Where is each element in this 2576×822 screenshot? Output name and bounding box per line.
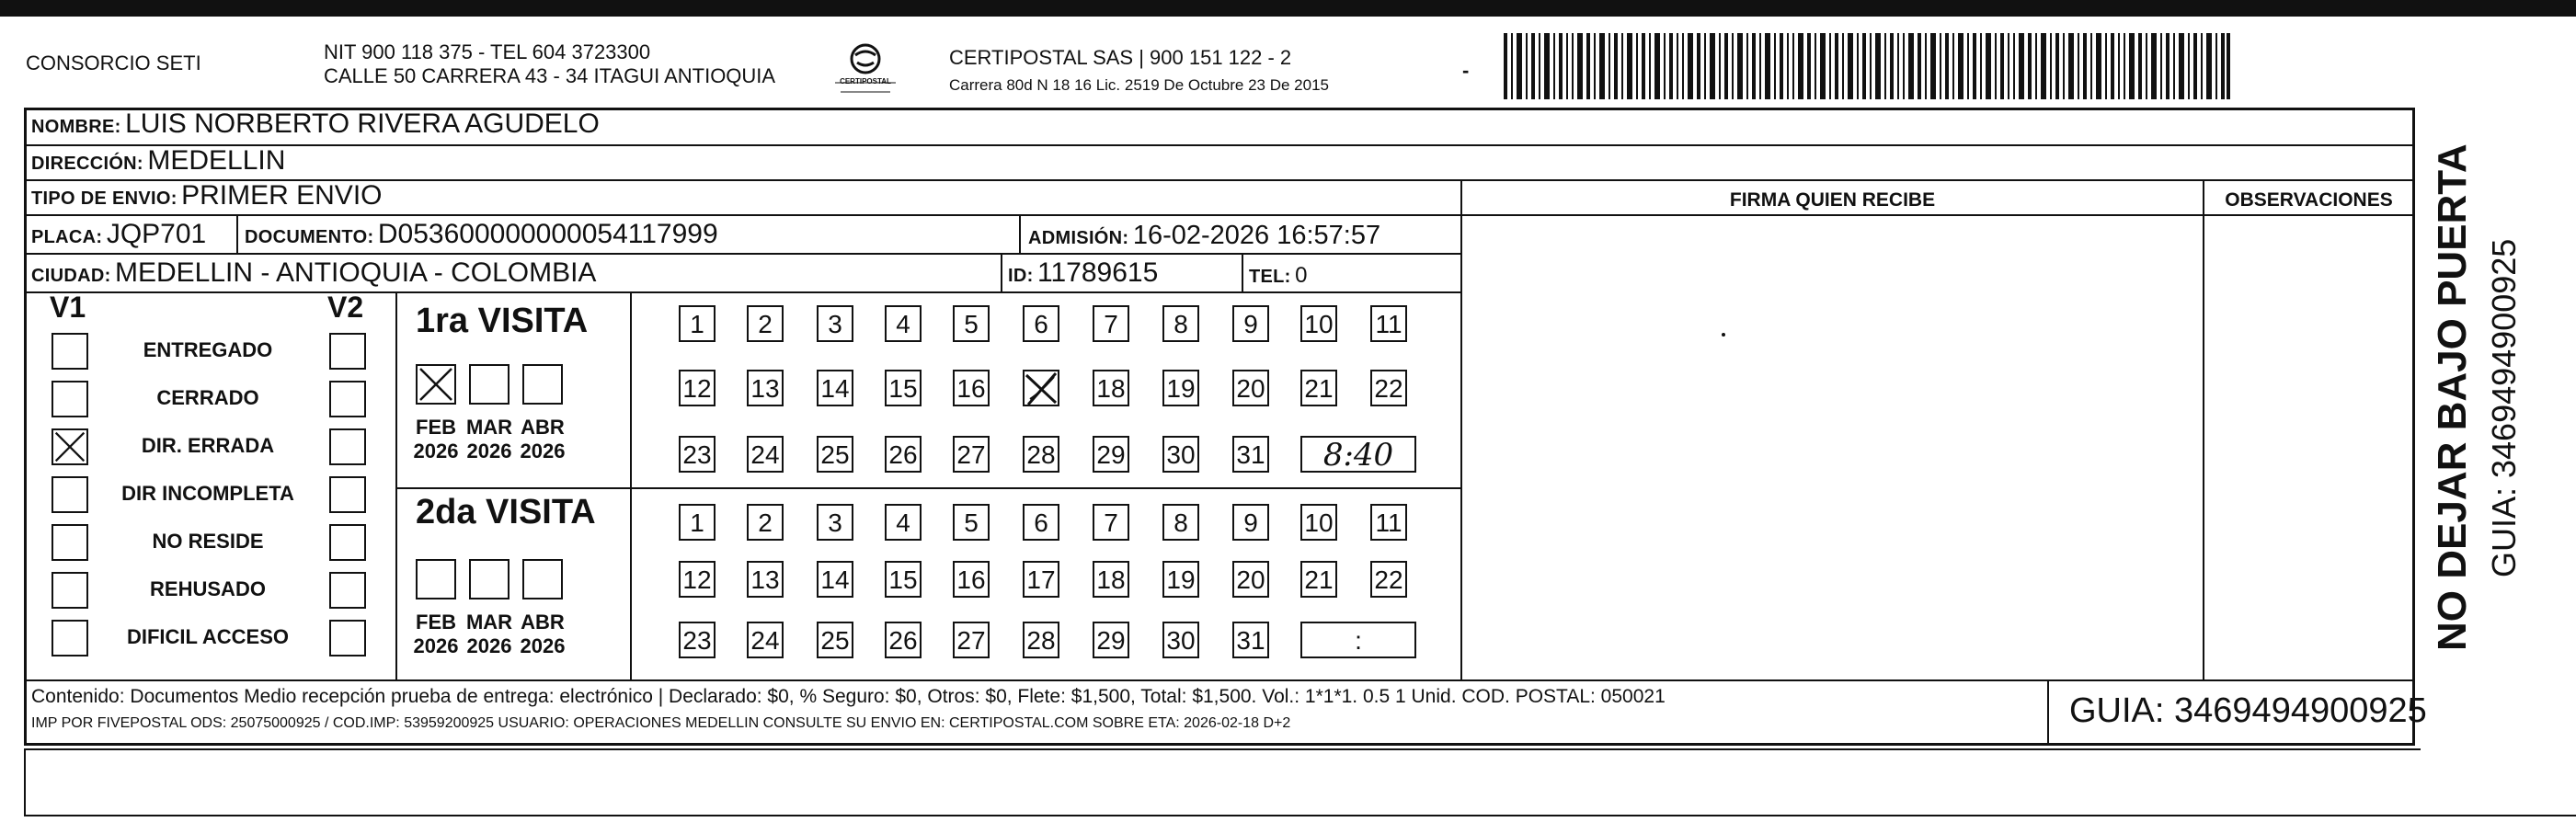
- month-year: 2026: [466, 440, 512, 462]
- side-warning: NO DEJAR BAJO PUERTA: [2430, 143, 2475, 651]
- row-sep-1: [26, 144, 2413, 146]
- day-box[interactable]: 19: [1162, 561, 1199, 598]
- header-dash: -: [1462, 59, 1470, 82]
- day-box[interactable]: 8: [1162, 504, 1199, 541]
- month-name: ABR: [521, 416, 565, 439]
- month-checkbox[interactable]: [522, 364, 563, 405]
- license-line: Carrera 80d N 18 16 Lic. 2519 De Octubre 23 De 2015: [949, 76, 1329, 94]
- status-v2-checkbox[interactable]: [329, 381, 366, 417]
- admision-cell: [1028, 221, 1380, 251]
- direccion-label: DIRECCIÓN:: [31, 154, 143, 174]
- sep-months-days: [630, 291, 632, 679]
- footer-line2: IMP POR FIVEPOSTAL ODS: 25075000925 / COD.IMP: 53959200925 USUARIO: OPERACIONES MEDELLIN CONSULTE SU ENVIO EN: CERTIPOSTAL.COM SOBRE ETA: 2026-02-18 D+2: [31, 715, 1291, 731]
- direccion-value: MEDELLIN: [147, 145, 286, 176]
- day-box[interactable]: 18: [1093, 561, 1129, 598]
- status-v2-checkbox[interactable]: [329, 428, 366, 465]
- day-box[interactable]: 26: [885, 436, 922, 473]
- time-box[interactable]: [1300, 622, 1416, 658]
- status-label: ENTREGADO: [143, 338, 273, 361]
- day-box[interactable]: 6: [1023, 504, 1059, 541]
- sep-status-visit: [395, 291, 397, 679]
- col-sep-firma: [1460, 179, 1462, 679]
- month-name: FEB: [416, 611, 456, 634]
- day-box[interactable]: 5: [953, 504, 990, 541]
- admision-label: ADMISIÓN:: [1028, 228, 1129, 248]
- day-box[interactable]: 3: [817, 305, 853, 342]
- tel-label: TEL:: [1249, 267, 1291, 287]
- day-box[interactable]: 22: [1370, 370, 1407, 406]
- day-box[interactable]: 14: [817, 370, 853, 406]
- footer-guia-sep: [2047, 679, 2049, 744]
- day-box[interactable]: 5: [953, 305, 990, 342]
- nombre-label: NOMBRE:: [31, 117, 121, 137]
- day-box[interactable]: 10: [1300, 504, 1337, 541]
- ciudad-cell: [31, 257, 596, 289]
- side-guia: GUIA: 3469494900925: [2485, 238, 2523, 577]
- status-label: CERRADO: [156, 386, 259, 409]
- day-box[interactable]: 23: [679, 622, 716, 658]
- day-box[interactable]: 4: [885, 504, 922, 541]
- day-box[interactable]: 13: [747, 561, 784, 598]
- day-box[interactable]: 25: [817, 436, 853, 473]
- status-v2-checkbox[interactable]: [329, 572, 366, 609]
- day-box[interactable]: 28: [1023, 436, 1059, 473]
- tipo-row: [31, 180, 383, 211]
- day-box[interactable]: 29: [1093, 436, 1129, 473]
- day-box[interactable]: 28: [1023, 622, 1059, 658]
- day-box[interactable]: 15: [885, 370, 922, 406]
- firma-header: FIRMA QUIEN RECIBE: [1729, 189, 1936, 211]
- status-v1-checkbox[interactable]: [52, 524, 88, 561]
- day-box[interactable]: 15: [885, 561, 922, 598]
- day-box[interactable]: 16: [953, 561, 990, 598]
- day-box[interactable]: 16: [953, 370, 990, 406]
- placa-cell: [31, 219, 206, 250]
- day-box[interactable]: 30: [1162, 622, 1199, 658]
- sep-doc-adm: [1019, 214, 1021, 253]
- status-v2-checkbox[interactable]: [329, 620, 366, 656]
- day-box[interactable]: 11: [1370, 504, 1407, 541]
- status-v1-checkbox[interactable]: [52, 381, 88, 417]
- tipo-value: PRIMER ENVIO: [181, 180, 383, 211]
- status-label: DIFICIL ACCESO: [126, 625, 289, 648]
- sep-visits: [395, 487, 1462, 489]
- id-value: 11789615: [1037, 257, 1159, 288]
- day-box[interactable]: 12: [679, 370, 716, 406]
- day-box[interactable]: 23: [679, 436, 716, 473]
- day-box[interactable]: 29: [1093, 622, 1129, 658]
- day-box[interactable]: 4: [885, 305, 922, 342]
- day-box[interactable]: 2: [747, 504, 784, 541]
- day-box[interactable]: 1: [679, 504, 716, 541]
- time-placeholder: :: [1355, 626, 1362, 655]
- documento-value: D053600000000054117999: [377, 219, 718, 249]
- status-v2-checkbox[interactable]: [329, 524, 366, 561]
- status-label: NO RESIDE: [152, 530, 264, 553]
- handwritten-time: 8:40: [1322, 437, 1394, 474]
- month-year: 2026: [520, 440, 566, 462]
- direccion-row: [31, 145, 285, 177]
- day-box[interactable]: 11: [1370, 305, 1407, 342]
- status-label: DIR INCOMPLETA: [121, 482, 294, 505]
- month-label: [510, 611, 575, 658]
- day-box[interactable]: 14: [817, 561, 853, 598]
- day-box[interactable]: 22: [1370, 561, 1407, 598]
- day-box[interactable]: 24: [747, 622, 784, 658]
- status-v2-checkbox[interactable]: [329, 476, 366, 513]
- status-v1-checkbox[interactable]: [52, 333, 88, 370]
- day-box[interactable]: 20: [1232, 370, 1269, 406]
- footer-sep: [26, 679, 2413, 681]
- day-box[interactable]: 3: [817, 504, 853, 541]
- day-box[interactable]: 13: [747, 370, 784, 406]
- day-box[interactable]: 10: [1300, 305, 1337, 342]
- day-box[interactable]: 8: [1162, 305, 1199, 342]
- day-box[interactable]: 7: [1093, 305, 1129, 342]
- footer-guia: GUIA: 3469494900925: [2069, 691, 2427, 730]
- day-box[interactable]: 19: [1162, 370, 1199, 406]
- month-checkbox[interactable]: [522, 559, 563, 599]
- day-box[interactable]: 12: [679, 561, 716, 598]
- month-checkbox[interactable]: [416, 559, 456, 599]
- bottom-frame-left: [24, 748, 26, 816]
- tipo-label: TIPO DE ENVIO:: [31, 188, 177, 209]
- v2-label: V2: [327, 291, 364, 324]
- day-box[interactable]: 21: [1300, 370, 1337, 406]
- observaciones-header: OBSERVACIONES: [2225, 189, 2393, 211]
- day-box[interactable]: 6: [1023, 305, 1059, 342]
- day-box[interactable]: 24: [747, 436, 784, 473]
- month-year: 2026: [466, 634, 512, 657]
- day-box[interactable]: 9: [1232, 305, 1269, 342]
- barcode: [1504, 33, 2230, 99]
- day-box[interactable]: 17: [1023, 561, 1059, 598]
- placa-value: JQP701: [106, 219, 207, 249]
- day-box[interactable]: 9: [1232, 504, 1269, 541]
- day-box[interactable]: 27: [953, 622, 990, 658]
- month-year: 2026: [520, 634, 566, 657]
- bottom-frame-bottom: [24, 815, 2576, 816]
- nit-line: NIT 900 118 375 - TEL 604 3723300: [324, 40, 651, 63]
- month-checkbox[interactable]: [416, 364, 456, 405]
- month-name: MAR: [465, 611, 513, 634]
- tel-cell: [1249, 263, 1307, 289]
- v1-label: V1: [50, 291, 86, 324]
- month-checkbox[interactable]: [469, 559, 509, 599]
- bottom-frame-top: [24, 748, 2421, 750]
- month-name: FEB: [416, 416, 456, 439]
- row-sep-2: [26, 179, 2413, 181]
- status-v1-checkbox[interactable]: [52, 476, 88, 513]
- day-box[interactable]: 21: [1300, 561, 1337, 598]
- row-sep-5: [26, 291, 1462, 293]
- day-box[interactable]: 18: [1093, 370, 1129, 406]
- day-box[interactable]: 7: [1093, 504, 1129, 541]
- company-name: CONSORCIO SETI: [26, 51, 201, 74]
- row-sep-4: [26, 253, 1462, 255]
- id-cell: [1008, 257, 1158, 289]
- logo-text: CERTIPOSTAL: [840, 77, 891, 86]
- visit2-title: 2da VISITA: [416, 493, 596, 531]
- sep-placa-doc: [236, 214, 238, 253]
- col-sep-obs: [2203, 179, 2204, 679]
- tel-value: 0: [1295, 263, 1308, 288]
- day-box[interactable]: 31: [1232, 436, 1269, 473]
- top-edge-bar: [0, 0, 2576, 17]
- ciudad-value: MEDELLIN - ANTIOQUIA - COLOMBIA: [115, 257, 597, 288]
- nombre-value: LUIS NORBERTO RIVERA AGUDELO: [125, 108, 600, 139]
- row-sep-3: [26, 214, 2413, 216]
- day-box[interactable]: 26: [885, 622, 922, 658]
- sep-ciudad-id: [1001, 253, 1002, 291]
- admision-value: 16-02-2026 16:57:57: [1132, 221, 1381, 250]
- month-year: 2026: [413, 634, 459, 657]
- certipostal-logo: [833, 39, 898, 103]
- certipostal-line: CERTIPOSTAL SAS | 900 151 122 - 2: [949, 46, 1292, 69]
- documento-label: DOCUMENTO:: [245, 227, 374, 247]
- nombre-row: [31, 108, 600, 140]
- month-checkbox[interactable]: [469, 364, 509, 405]
- footer-line1: Contenido: Documentos Medio recepción prueba de entrega: electrónico | Declarado: $0, % Seguro: $0, Otros: $0, Flete: $1,500, Total: $1,500. Vol.: 1*1*1. 0.5 1 Unid. COD. POSTAL: 050021: [31, 686, 1666, 707]
- status-label: REHUSADO: [150, 577, 266, 600]
- status-v1-checkbox[interactable]: [52, 572, 88, 609]
- day-box[interactable]: 2: [747, 305, 784, 342]
- time-box[interactable]: [1300, 436, 1416, 473]
- signature-mark: [1722, 333, 1725, 337]
- sep-id-tel: [1242, 253, 1243, 291]
- visit1-title: 1ra VISITA: [416, 302, 589, 340]
- placa-label: PLACA:: [31, 227, 103, 247]
- month-name: ABR: [521, 611, 565, 634]
- documento-cell: [245, 219, 718, 250]
- address-line: CALLE 50 CARRERA 43 - 34 ITAGUI ANTIOQUIA: [324, 64, 776, 87]
- day-box[interactable]: 31: [1232, 622, 1269, 658]
- ciudad-label: CIUDAD:: [31, 266, 111, 286]
- day-box-marked[interactable]: [1023, 370, 1059, 406]
- day-box[interactable]: 1: [679, 305, 716, 342]
- id-label: ID:: [1008, 266, 1034, 286]
- month-year: 2026: [413, 440, 459, 462]
- day-box[interactable]: 27: [953, 436, 990, 473]
- day-box[interactable]: 20: [1232, 561, 1269, 598]
- status-v1-checkbox[interactable]: [52, 428, 88, 465]
- status-v1-checkbox[interactable]: [52, 620, 88, 656]
- day-box[interactable]: 30: [1162, 436, 1199, 473]
- status-label: DIR. ERRADA: [141, 434, 275, 457]
- month-label: [510, 416, 575, 463]
- day-box[interactable]: 25: [817, 622, 853, 658]
- month-name: MAR: [465, 416, 513, 439]
- status-v2-checkbox[interactable]: [329, 333, 366, 370]
